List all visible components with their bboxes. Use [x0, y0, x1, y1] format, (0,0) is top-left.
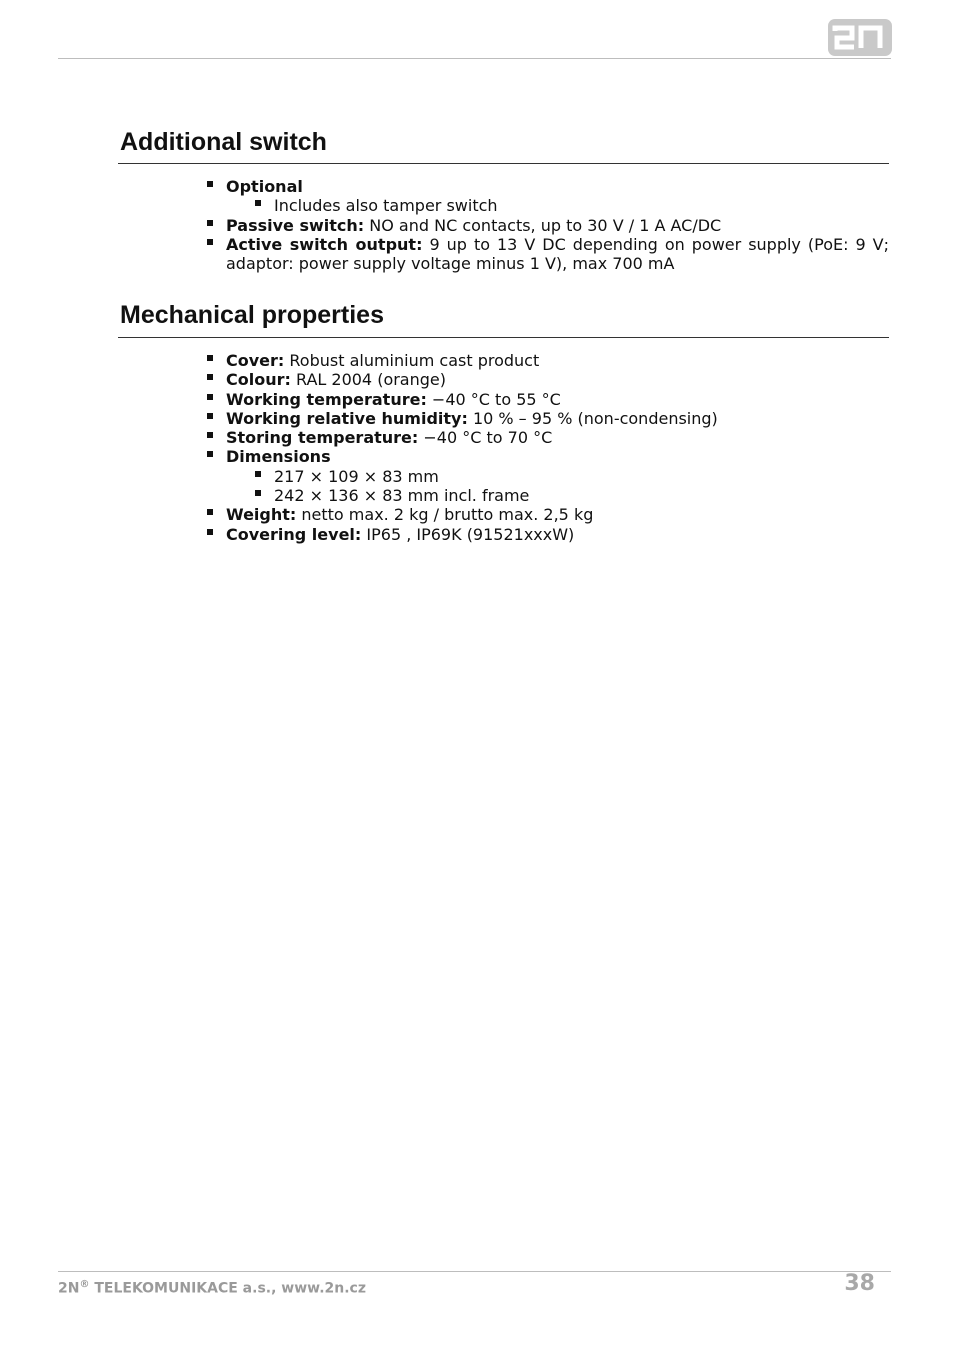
item-label: Optional — [226, 177, 303, 196]
sub-list-item: 217 × 109 × 83 mm — [274, 467, 889, 486]
list-item — [226, 525, 889, 544]
list-item — [226, 370, 889, 389]
item-text: −40 °C to 70 °C — [418, 428, 553, 448]
item-label: Active switch output: — [226, 234, 423, 254]
logo-2n-graphic — [828, 19, 892, 56]
list-item — [226, 177, 889, 216]
list-item — [226, 235, 889, 274]
item-label: Working temperature: — [226, 389, 427, 409]
footer-divider — [58, 1271, 891, 1272]
registered-mark: ® — [79, 1279, 90, 1290]
sub-list — [226, 467, 889, 506]
company-logo — [828, 19, 892, 56]
item-label: Working relative humidity: — [226, 408, 468, 428]
item-label: Weight: — [226, 505, 297, 525]
sub-list-item: Includes also tamper switch — [274, 196, 889, 215]
footer-company — [58, 1279, 366, 1297]
item-label: Dimensions — [226, 447, 331, 467]
sub-list — [226, 196, 889, 215]
list-item — [226, 505, 889, 524]
item-text: NO and NC contacts, up to 30 V / 1 A AC/DC — [364, 215, 722, 235]
item-label: Colour: — [226, 370, 291, 390]
section-title-additional-switch: Additional switch — [120, 128, 327, 156]
item-label: Covering level: — [226, 524, 362, 544]
footer-company-rest: TELEKOMUNIKACE a.s., www.2n.cz — [89, 1280, 366, 1297]
item-text: RAL 2004 (orange) — [290, 370, 446, 390]
header-divider — [58, 58, 891, 59]
list-item — [226, 390, 889, 409]
mechanical-properties-list — [226, 351, 889, 544]
item-label: Cover: — [226, 351, 285, 370]
item-text: IP65 , IP69K (91521xxxW) — [361, 524, 575, 544]
item-label: Passive switch: — [226, 215, 365, 235]
section-underline — [118, 163, 889, 164]
list-item — [226, 351, 889, 370]
item-text: 10 % – 95 % (non-condensing) — [467, 408, 718, 428]
item-text: −40 °C to 55 °C — [426, 389, 561, 409]
list-item — [226, 447, 889, 505]
additional-switch-list — [226, 177, 889, 273]
item-text: Robust aluminium cast product — [284, 351, 540, 370]
footer-company-prefix: 2N — [58, 1280, 80, 1297]
item-label: Storing temperature: — [226, 428, 419, 448]
sub-list-item: 242 × 136 × 83 mm incl. frame — [274, 486, 889, 505]
page-number: 38 — [844, 1271, 875, 1296]
item-text: 9 up to 13 V DC depending on power supply (PoE: 9 V; adaptor: power supply voltage minus 1 V), max 700 mA — [226, 234, 890, 274]
section-underline — [118, 337, 889, 338]
item-text: netto max. 2 kg / brutto max. 2,5 kg — [296, 505, 594, 525]
list-item — [226, 409, 889, 428]
list-item — [226, 428, 889, 447]
list-item — [226, 216, 889, 235]
section-title-mechanical-properties: Mechanical properties — [120, 301, 384, 329]
